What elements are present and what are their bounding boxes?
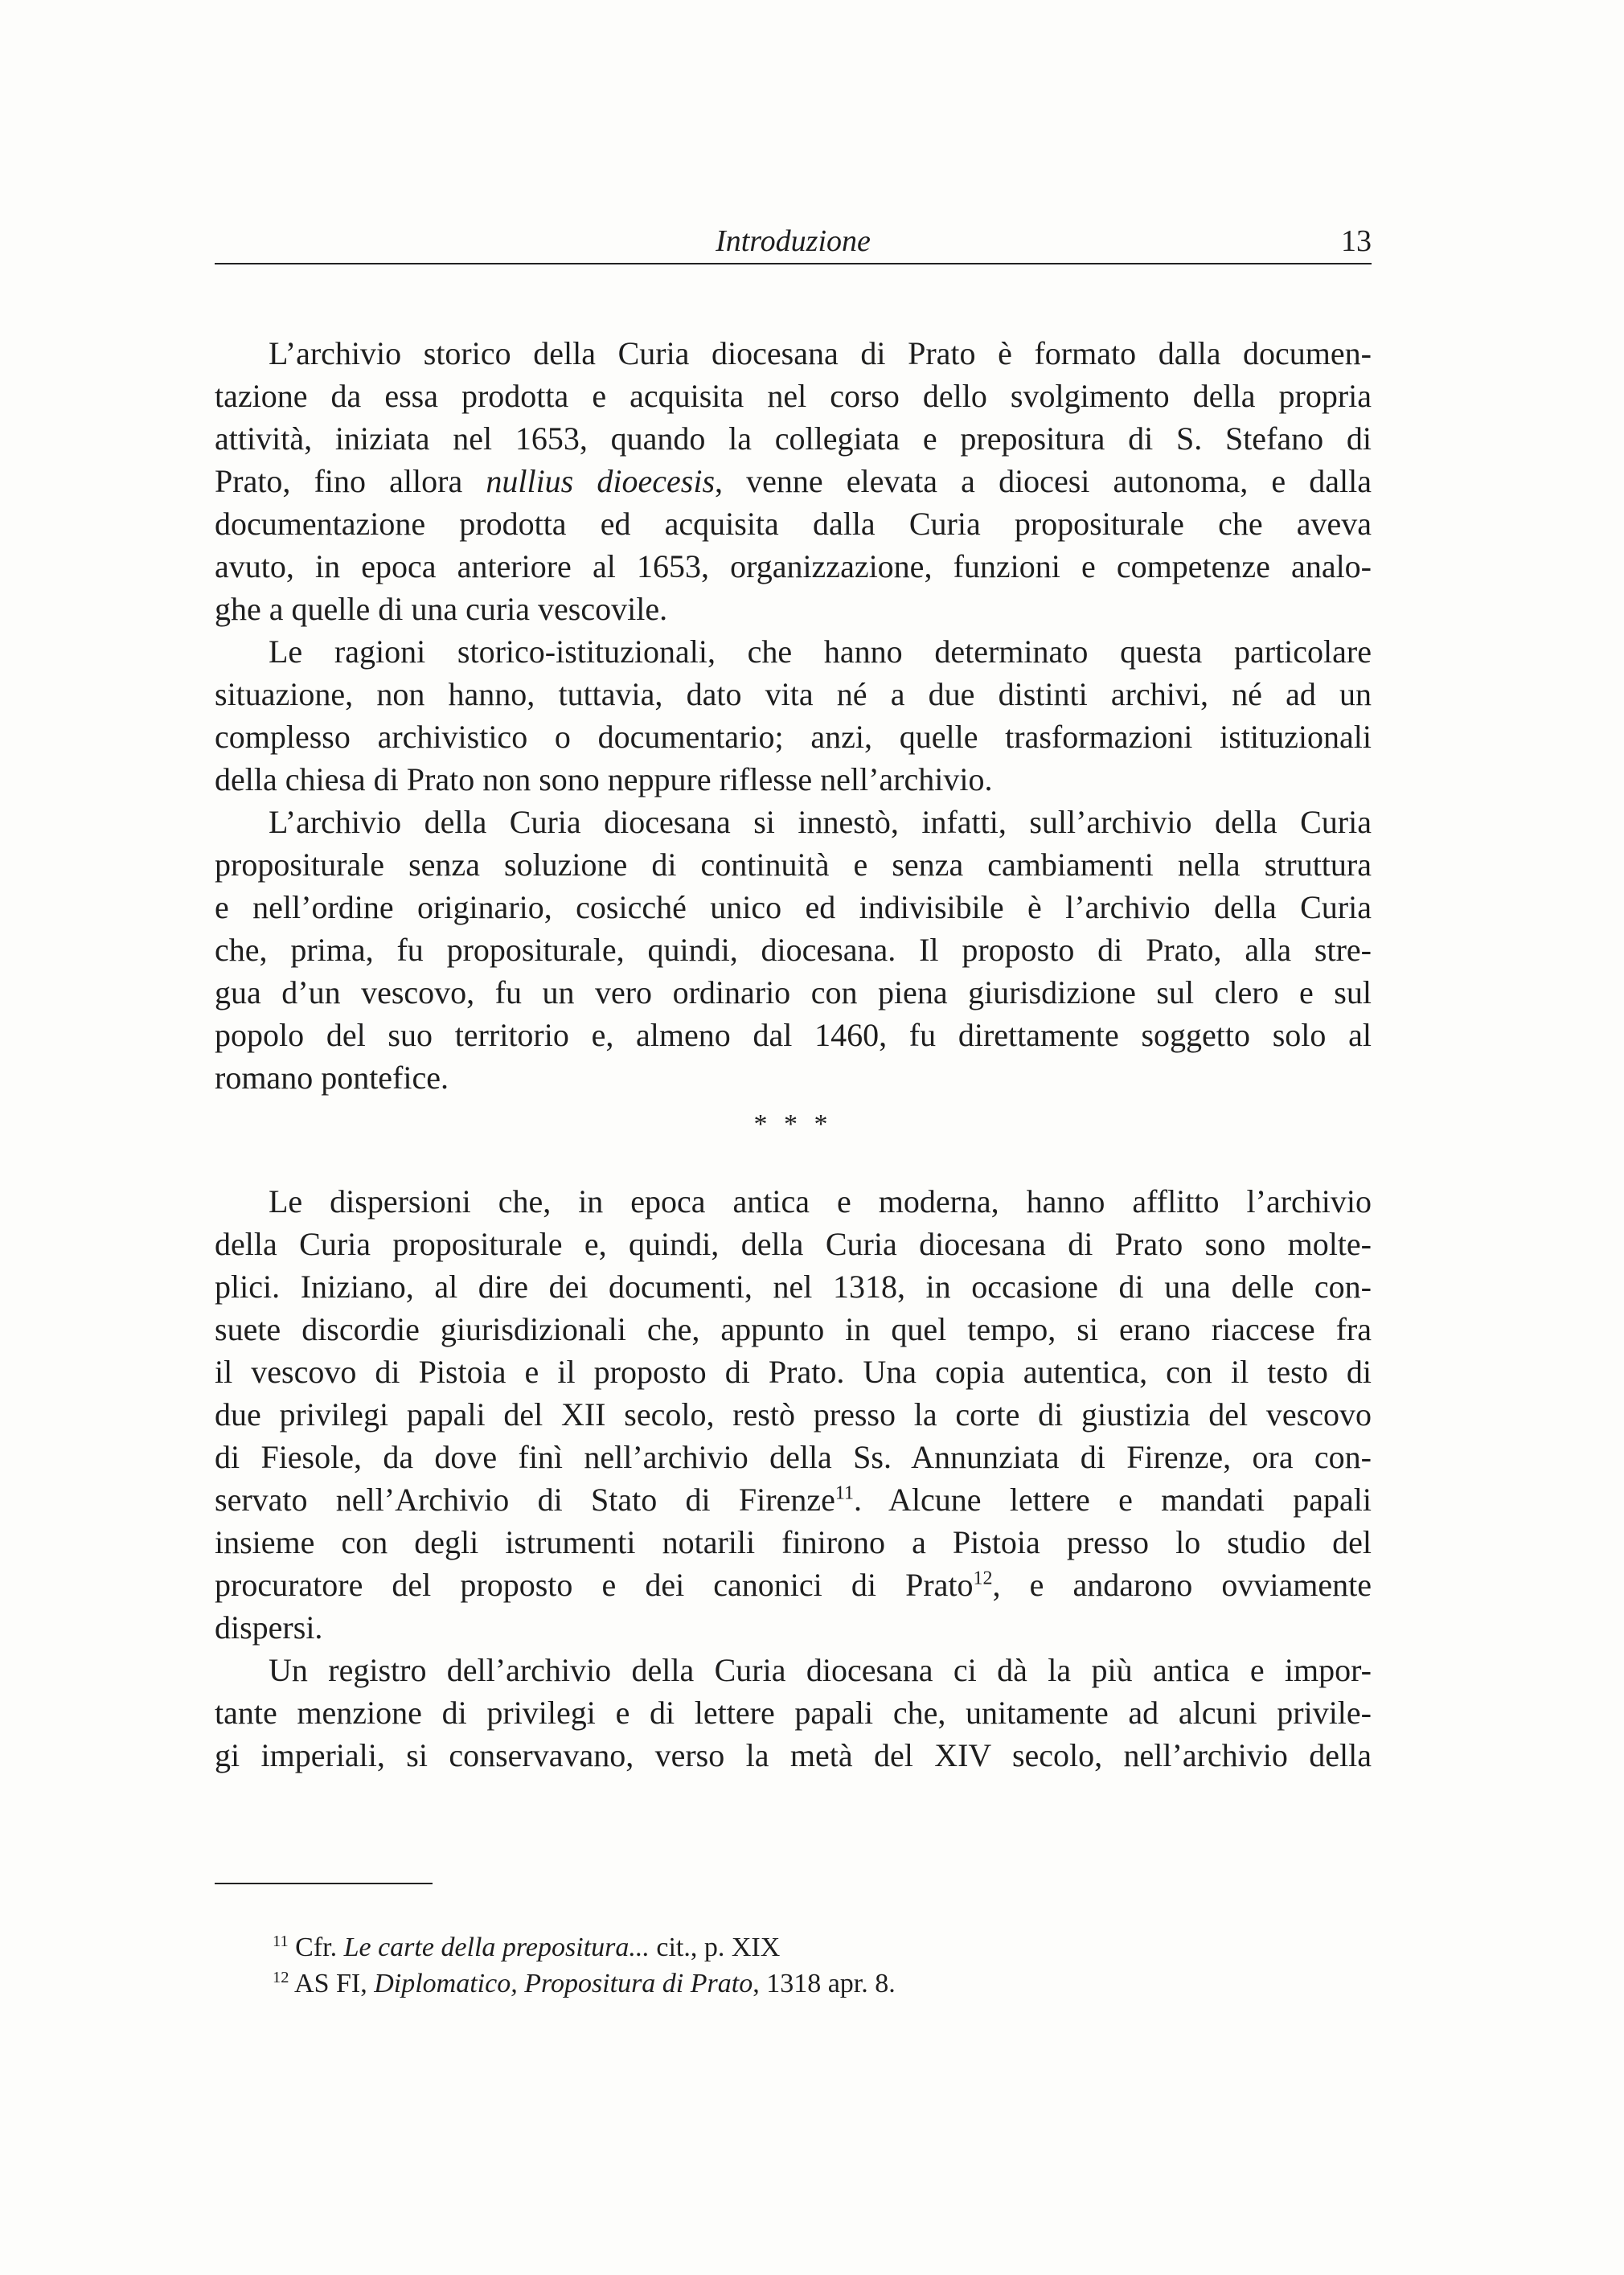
footnote-rule	[215, 1883, 433, 1884]
text-line: gi imperiali, si conservavano, verso la metà del XIV secolo, nell’archivio della	[215, 1737, 1372, 1773]
text-line: ghe a quelle di una curia vescovile.	[215, 591, 668, 627]
text-line: situazione, non hanno, tuttavia, dato vita né a due distinti archivi, né ad un	[215, 676, 1372, 712]
footnotes	[273, 1929, 896, 2002]
running-title: Introduzione	[716, 224, 871, 258]
paragraph	[215, 801, 1372, 1099]
text-line: complesso archivistico o documentario; anzi, quelle trasformazioni istituzionali	[215, 719, 1372, 755]
paragraph	[215, 1649, 1372, 1777]
text-line: Le ragioni storico-istituzionali, che hanno determinato questa particolare	[269, 633, 1372, 670]
text-line: dispersi.	[215, 1609, 323, 1646]
page-number: 13	[1341, 224, 1372, 258]
text-line: propositurale senza soluzione di continuità e senza cambiamenti nella struttura	[215, 846, 1372, 883]
text-line: documentazione prodotta ed acquisita dalla Curia propositurale che aveva	[215, 506, 1372, 542]
text-line: popolo del suo territorio e, almeno dal 1460, fu direttamente soggetto solo al	[215, 1017, 1372, 1053]
footnote-ref: 11	[835, 1482, 854, 1504]
text-line: L’archivio storico della Curia diocesana di Prato è formato dalla documen-	[269, 335, 1372, 371]
footnote-number: 12	[273, 1968, 289, 1986]
footnote-number: 11	[273, 1932, 289, 1950]
header-rule	[215, 263, 1372, 264]
section-separator: * * *	[753, 1109, 833, 1139]
text-line: della chiesa di Prato non sono neppure riflesse nell’archivio.	[215, 761, 993, 797]
text-line: L’archivio della Curia diocesana si innestò, infatti, sull’archivio della Curia	[269, 804, 1372, 840]
footnote: $^{12}$ AS FI, Diplomatico, Propositura di Prato, 1318 apr. 8.	[273, 1968, 896, 1998]
text-line: procuratore del proposto e dei canonici di Prato$^{12}$, e andarono ovviamente	[215, 1567, 1372, 1603]
text-line: Prato, fino allora nullius dioecesis, venne elevata a diocesi autonoma, e dalla	[215, 463, 1372, 499]
text-line: tazione da essa prodotta e acquisita nel corso dello svolgimento della propria	[215, 378, 1372, 414]
text-line: della Curia propositurale e, quindi, della Curia diocesana di Prato sono molte-	[215, 1226, 1372, 1262]
text-line: due privilegi papali del XII secolo, restò presso la corte di giustizia del vescovo	[215, 1396, 1372, 1433]
text-line: attività, iniziata nel 1653, quando la collegiata e prepositura di S. Stefano di	[215, 420, 1372, 457]
footnote: $^{11}$ Cfr. Le carte della prepositura... cit., p. XIX	[273, 1932, 781, 1962]
paragraph	[215, 630, 1372, 801]
text-line: di Fiesole, da dove finì nell’archivio della Ss. Annunziata di Firenze, ora con-	[215, 1439, 1372, 1475]
text-line: plici. Iniziano, al dire dei documenti, nel 1318, in occasione di una delle con-	[215, 1269, 1372, 1305]
text-line: Un registro dell’archivio della Curia diocesana ci dà la più antica e impor-	[269, 1652, 1372, 1688]
text-line: gua d’un vescovo, fu un vero ordinario con piena giurisdizione sul clero e sul	[215, 974, 1372, 1010]
body-section-2	[215, 1180, 1372, 1777]
text-line: e nell’ordine originario, cosicché unico ed indivisibile è l’archivio della Curia	[215, 889, 1372, 925]
running-header	[215, 223, 1372, 260]
text-line: servato nell’Archivio di Stato di Firenze$^{11}$. Alcune lettere e mandati papali	[215, 1482, 1372, 1518]
text-line: tante menzione di privilegi e di lettere papali che, unitamente ad alcuni privile-	[215, 1695, 1372, 1731]
paragraph	[215, 1180, 1372, 1649]
body-section-1	[215, 332, 1372, 1099]
text-line: il vescovo di Pistoia e il proposto di Prato. Una copia autentica, con il testo di	[215, 1354, 1372, 1390]
footnote-ref: 12	[973, 1568, 993, 1589]
text-line: Le dispersioni che, in epoca antica e moderna, hanno afflitto l’archivio	[269, 1183, 1372, 1219]
text-line: avuto, in epoca anteriore al 1653, organizzazione, funzioni e competenze analo-	[215, 548, 1372, 584]
text-line: suete discordie giurisdizionali che, appunto in quel tempo, si erano riaccese fra	[215, 1311, 1372, 1347]
text-line: insieme con degli istrumenti notarili finirono a Pistoia presso lo studio del	[215, 1524, 1372, 1560]
text-line: che, prima, fu propositurale, quindi, diocesana. Il proposto di Prato, alla stre-	[215, 932, 1372, 968]
text-line: romano pontefice.	[215, 1060, 449, 1096]
paragraph	[215, 332, 1372, 630]
